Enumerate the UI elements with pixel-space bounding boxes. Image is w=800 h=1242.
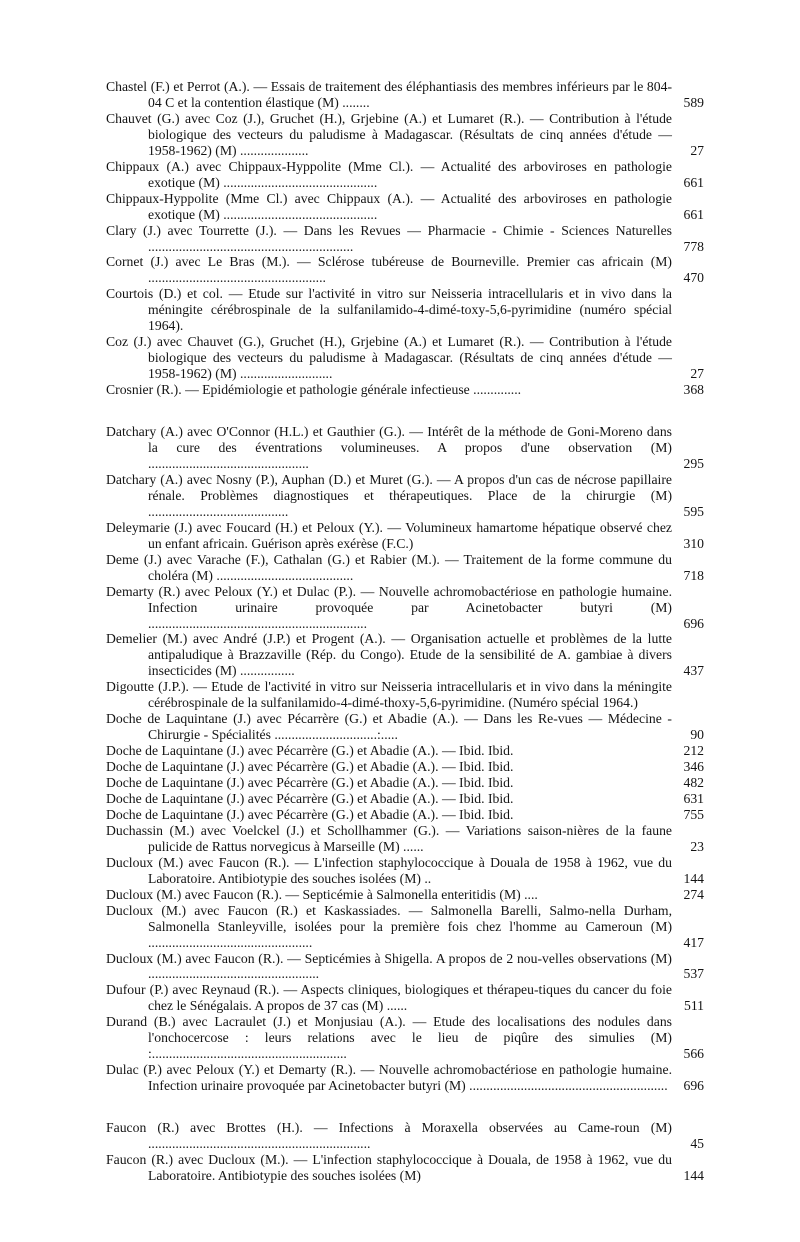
- entry-page-number: 23: [690, 838, 704, 854]
- entry-text: Chippaux (A.) avec Chippaux-Hyppolite (Mme Cl.). — Actualité des arboviroses en pathologie exotique (M) .............................................: [106, 158, 672, 190]
- index-entry: [106, 190, 704, 223]
- entry-text: Chastel (F.) et Perrot (A.). — Essais de traitement des éléphantiasis des membres inférieurs par le 804-04 C et la contention élastique (M) ........: [106, 79, 672, 110]
- index-entry: [106, 679, 700, 711]
- index-entry: [106, 551, 704, 584]
- index-entry: [106, 631, 704, 679]
- entry-page-number: 45: [690, 1136, 704, 1152]
- entry-text: Doche de Laquintane (J.) avec Pécarrère (G.) et Abadie (A.). — Ibid. Ibid.: [106, 775, 514, 791]
- entry-text: Duchassin (M.) avec Voelckel (J.) et Schollhammer (G.). — Variations saison-nières de la faune pulicide de Rattus norvegicus à Marseille (M) ......: [106, 822, 672, 854]
- entry-text: Chauvet (G.) avec Coz (J.), Gruchet (H.), Grjebine (A.) et Lumaret (R.). — Contribution à l'étude biologique des vecteurs du paludisme à Madagascar. (Résultats de cinq années d'étude — 1958-1962) (M) ....................: [106, 110, 672, 158]
- entry-page-number: 27: [690, 366, 704, 382]
- entry-page-number: 755: [683, 806, 704, 822]
- index-entry: [106, 902, 704, 951]
- index-entry: [106, 1152, 704, 1184]
- entry-text: Datchary (A.) avec Nosny (P.), Auphan (D.) et Muret (G.). — A propos d'un cas de nécrose papillaire rénale. Problèmes diagnostiques et thérapeutiques. Place de la chirurgie (M) .........................................: [106, 471, 672, 519]
- entry-text: Deme (J.) avec Varache (F.), Cathalan (G.) et Rabier (M.). — Traitement de la forme commune du choléra (M) ........................................: [106, 551, 672, 583]
- index-entry: [106, 583, 704, 632]
- entry-text: Ducloux (M.) avec Faucon (R.). — Septicémie à Salmonella enteritidis (M) ....: [106, 886, 538, 902]
- entry-text: Clary (J.) avec Tourrette (J.). — Dans les Revues — Pharmacie - Chimie - Sciences Naturelles ............................................................: [106, 222, 672, 254]
- index-entry: [106, 711, 704, 743]
- index-entry: [106, 286, 700, 334]
- entry-page-number: 537: [683, 966, 704, 982]
- entry-text: Doche de Laquintane (J.) avec Pécarrère (G.) et Abadie (A.). — Ibid. Ibid.: [106, 743, 514, 759]
- entry-page-number: 589: [683, 94, 704, 110]
- index-entry: [106, 519, 704, 552]
- entry-text: Doche de Laquintane (J.) avec Pécarrère (G.) et Abadie (A.). — Dans les Re-vues — Médecine - Chirurgie - Spécialités ..............................:.....: [106, 711, 672, 743]
- entry-text: Doche de Laquintane (J.) avec Pécarrère (G.) et Abadie (A.). — Ibid. Ibid.: [106, 790, 514, 806]
- entry-text: Dufour (P.) avec Reynaud (R.). — Aspects cliniques, biologiques et thérapeu-tiques du cancer du foie chez le Sénégalais. A propos de 37 cas (M) ......: [106, 982, 672, 1014]
- index-entry: [106, 806, 704, 823]
- entry-text: Faucon (R.) avec Brottes (H.). — Infections à Moraxella observées au Came-roun (M) .................................................................: [106, 1120, 672, 1152]
- entry-page-number: 90: [690, 727, 704, 743]
- entry-text: Faucon (R.) avec Ducloux (M.). — L'infection staphylococcique à Douala, de 1958 à 1962, vue du Laboratoire. Antibiotypie des souches isolées (M): [106, 1152, 672, 1183]
- entry-page-number: 566: [683, 1046, 704, 1062]
- entry-text: Cornet (J.) avec Le Bras (M.). — Sclérose tubéreuse de Bourneville. Premier cas africain (M) ....................................................: [106, 254, 672, 286]
- index-entry: [106, 790, 704, 807]
- entry-page-number: 718: [683, 567, 704, 583]
- entry-page-number: 595: [683, 503, 704, 519]
- entry-text: Demelier (M.) avec André (J.P.) et Progent (A.). — Organisation actuelle et problèmes de la lutte antipaludique à Brazzaville (Rép. du Congo). Etude de la sensibilité de A. gambiae à divers insecticides (M) ................: [106, 631, 672, 679]
- entry-page-number: 470: [683, 270, 704, 286]
- entry-page-number: 696: [683, 615, 704, 631]
- index-entry: [106, 886, 704, 903]
- index-entry: [106, 982, 704, 1014]
- entry-page-number: 27: [690, 142, 704, 158]
- entry-page-number: 631: [683, 790, 704, 806]
- index-entry: [106, 759, 704, 775]
- index-entry: [106, 854, 704, 887]
- index-entry: [106, 79, 704, 111]
- index-entry: [106, 334, 704, 382]
- index-entry: [106, 158, 704, 191]
- entry-page-number: 482: [683, 775, 704, 791]
- index-section: [106, 1120, 704, 1184]
- entry-page-number: 417: [683, 934, 704, 950]
- entry-page-number: 661: [683, 174, 704, 190]
- entry-page-number: 696: [683, 1078, 704, 1094]
- entry-text: Demarty (R.) avec Peloux (Y.) et Dulac (P.). — Nouvelle achromobactériose en pathologie humaine. Infection urinaire provoquée par Acinetobacter butyri (M) ................................................................: [106, 583, 672, 631]
- entry-text: Ducloux (M.) avec Faucon (R.). — L'infection staphylococcique à Douala de 1958 à 1962, vue du Laboratoire. Antibiotypie des souches isolées (M) ..: [106, 854, 672, 886]
- entry-text: Digoutte (J.P.). — Etude de l'activité in vitro sur Neisseria intracellularis et in vivo dans la méningite cérébrospinale de la sulfanilamido-4-dimé-thoxy-5,6-pyrimidine. (Numéro spécial 1964.): [106, 679, 672, 711]
- entry-text: Datchary (A.) avec O'Connor (H.L.) et Gauthier (G.). — Intérêt de la méthode de Goni-Moreno dans la cure des éventrations volumineuses. A propos d'une observation (M) ...............................................: [106, 424, 672, 471]
- entry-page-number: 212: [683, 743, 704, 759]
- entry-text: Durand (B.) avec Lacraulet (J.) et Monjusiau (A.). — Etude des localisations des nodules dans l'onchocercose : leurs relations avec le lieu de piqûre des simulies (M) :.........................................................: [106, 1014, 672, 1062]
- entry-text: Courtois (D.) et col. — Etude sur l'activité in vitro sur Neisseria intracellularis et in vivo dans la méningite cérébrospinale de la sulfanilamido-4-dimé-toxy-5,6-pyrimidine (numéro spécial 1964).: [106, 286, 672, 334]
- index-entry: [106, 382, 704, 398]
- index-entry: [106, 222, 704, 255]
- entry-text: Doche de Laquintane (J.) avec Pécarrère (G.) et Abadie (A.). — Ibid. Ibid.: [106, 806, 514, 822]
- index-entry: [106, 110, 704, 159]
- entry-page-number: 778: [683, 238, 704, 254]
- entry-page-number: 274: [683, 886, 704, 902]
- entry-text: Coz (J.) avec Chauvet (G.), Gruchet (H.), Grjebine (A.) et Lumaret (R.). — Contribution à l'étude biologique des vecteurs du paludisme à Madagascar. (Résultats de cinq années d'étude — 1958-1962) (M) ...........................: [106, 334, 672, 382]
- index-entry: [106, 1120, 704, 1152]
- entry-page-number: 661: [683, 206, 704, 222]
- entry-page-number: 437: [683, 663, 704, 679]
- index-entry: [106, 1062, 704, 1094]
- entry-text: Chippaux-Hyppolite (Mme Cl.) avec Chippaux (A.). — Actualité des arboviroses en pathologie exotique (M) .............................................: [106, 190, 672, 222]
- index-entry: [106, 254, 704, 286]
- index-entry: [106, 424, 704, 472]
- index-section: [106, 424, 704, 1094]
- index-entry: [106, 775, 704, 791]
- entry-page-number: 144: [683, 1167, 704, 1183]
- index-entry: [106, 950, 704, 983]
- entry-page-number: 295: [683, 455, 704, 471]
- index-entry: [106, 1014, 704, 1062]
- entry-page-number: 310: [683, 535, 704, 551]
- entry-page-number: 368: [683, 382, 704, 398]
- index-entry: [106, 743, 704, 759]
- entry-page-number: 144: [683, 870, 704, 886]
- entry-page-number: 346: [683, 759, 704, 775]
- index-entry: [106, 471, 704, 520]
- entry-text: Ducloux (M.) avec Faucon (R.). — Septicémies à Shigella. A propos de 2 nou-velles observations (M) ..................................................: [106, 950, 672, 982]
- index-entry: [106, 822, 704, 855]
- entry-text: Deleymarie (J.) avec Foucard (H.) et Peloux (Y.). — Volumineux hamartome hépatique observé chez un enfant africain. Guérison après exérèse (F.C.): [106, 519, 672, 551]
- entry-text: Ducloux (M.) avec Faucon (R.) et Kaskassiades. — Salmonella Barelli, Salmo-nella Durham, Salmonella Stanleyville, isolées pour la première fois chez l'homme au Cameroun (M) ................................................: [106, 902, 672, 950]
- entry-text: Doche de Laquintane (J.) avec Pécarrère (G.) et Abadie (A.). — Ibid. Ibid.: [106, 759, 514, 775]
- entry-text: Crosnier (R.). — Epidémiologie et pathologie générale infectieuse ..............: [106, 382, 522, 398]
- index-page: [106, 79, 704, 1210]
- entry-page-number: 511: [683, 998, 704, 1014]
- entry-text: Dulac (P.) avec Peloux (Y.) et Demarty (R.). — Nouvelle achromobactériose en pathologie humaine. Infection urinaire provoquée par Acinetobacter butyri (M) ..........................................................: [106, 1062, 672, 1094]
- index-section: [106, 79, 704, 398]
